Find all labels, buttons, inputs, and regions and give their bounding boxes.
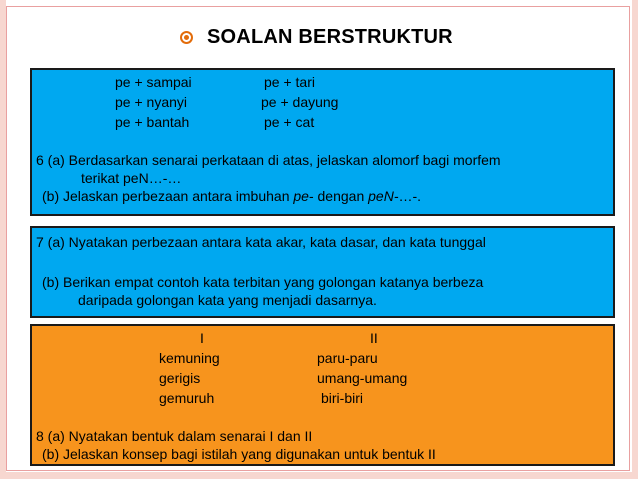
question-6b-peN: peN- xyxy=(368,188,399,204)
question-6b-mid: - dengan xyxy=(308,188,369,204)
list-i-item-1: kemuning xyxy=(159,350,220,366)
question-box-6 xyxy=(30,68,615,216)
list-ii-item-2: umang-umang xyxy=(317,370,408,386)
pair-right-2: pe + dayung xyxy=(261,94,339,110)
question-8a: 8 (a) Nyatakan bentuk dalam senarai I dan II xyxy=(36,428,313,444)
column-header-i: I xyxy=(200,330,204,346)
pair-right-3: pe + cat xyxy=(264,114,315,130)
question-8b: (b) Jelaskan konsep bagi istilah yang digunakan untuk bentuk II xyxy=(42,446,436,462)
question-6b-pe: pe xyxy=(293,188,309,204)
question-6b-suffix: …-. xyxy=(398,188,422,204)
question-7b-line2: daripada golongan kata yang menjadi dasarnya. xyxy=(78,292,377,308)
pair-right-1: pe + tari xyxy=(264,74,315,90)
question-7b-line1: (b) Berikan empat contoh kata terbitan yang golongan katanya berbeza xyxy=(42,274,484,290)
question-box-8 xyxy=(30,324,615,466)
question-7a: 7 (a) Nyatakan perbezaan antara kata akar, kata dasar, dan kata tunggal xyxy=(36,234,486,250)
bullet-icon xyxy=(180,31,193,44)
question-6b xyxy=(42,188,421,205)
list-i-item-2: gerigis xyxy=(159,370,201,386)
list-ii-item-1: paru-paru xyxy=(317,350,378,366)
pair-left-3: pe + bantah xyxy=(115,114,190,130)
question-box-7 xyxy=(30,226,615,318)
pair-left-1: pe + sampai xyxy=(115,74,192,90)
question-6a-line1: 6 (a) Berdasarkan senarai perkataan di atas, jelaskan alomorf bagi morfem xyxy=(36,152,501,168)
pair-left-2: pe + nyanyi xyxy=(115,94,187,110)
slide-title: SOALAN BERSTRUKTUR xyxy=(207,25,453,48)
list-i-item-3: gemuruh xyxy=(159,390,215,406)
question-6a-line2: terikat peN…-… xyxy=(81,170,182,186)
question-6b-prefix: (b) Jelaskan perbezaan antara imbuhan xyxy=(42,188,294,204)
column-header-ii: II xyxy=(370,330,378,346)
right-decor-band xyxy=(632,0,638,479)
title-row xyxy=(180,24,453,50)
list-ii-item-3: biri-biri xyxy=(321,390,363,406)
bottom-decor-band xyxy=(0,472,638,479)
